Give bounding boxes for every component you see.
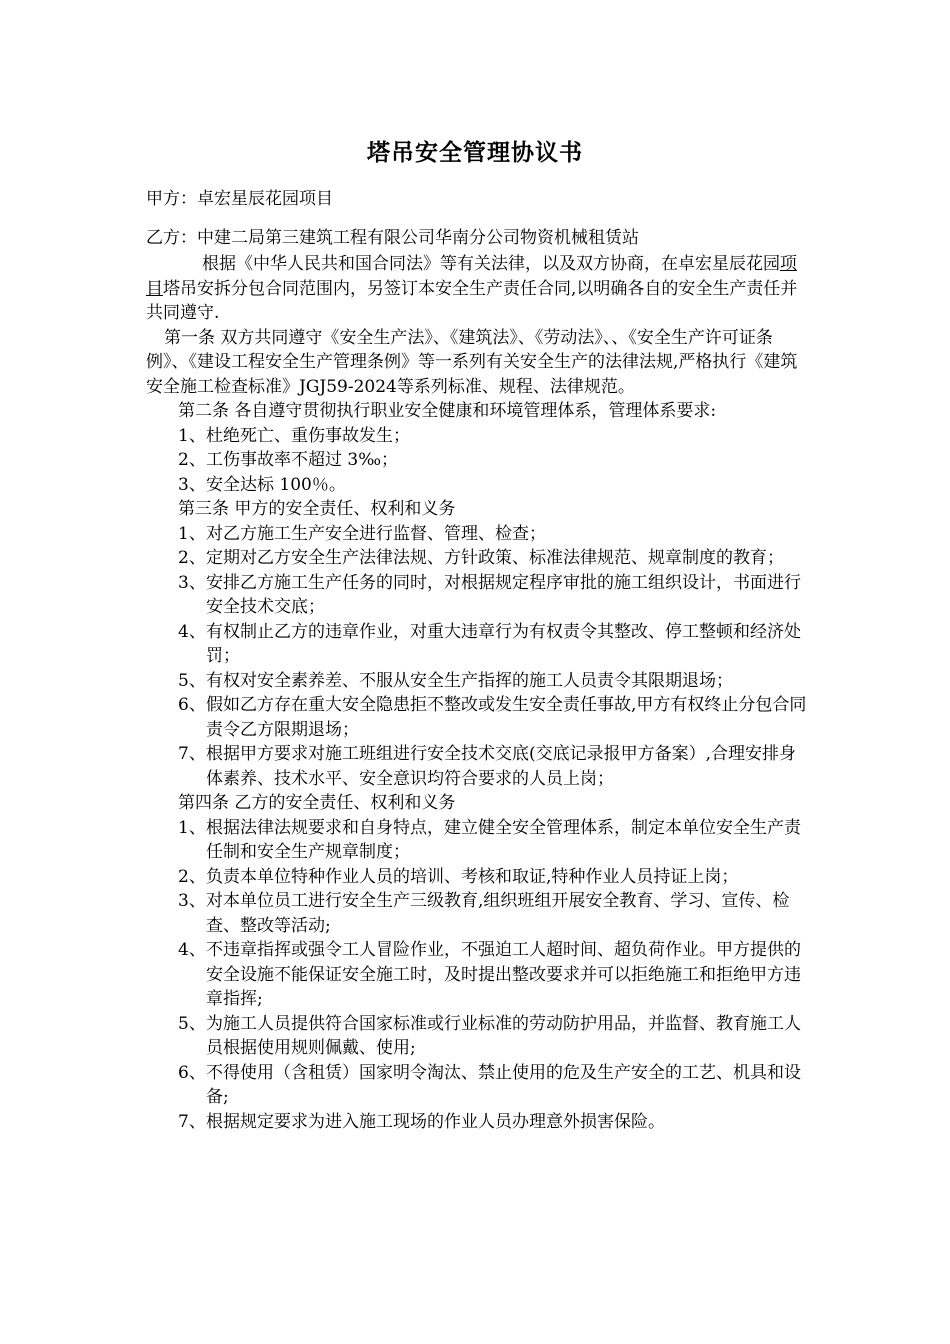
list-item (146, 424, 808, 449)
list-number: 1、 (178, 523, 206, 544)
list-text: 负责本单位特种作业人员的培训、考核和取证,特种作业人员持证上岗； (206, 866, 739, 887)
list-item (146, 473, 808, 498)
list-text: 不得使用（含租赁）国家明令淘汰、禁止使用的危及生产安全的工艺、机具和设备; (206, 1062, 801, 1107)
list-item (146, 938, 808, 1012)
list-text: 对乙方施工生产安全进行监督、管理、检查； (206, 523, 546, 544)
list-number: 1、 (178, 425, 206, 446)
list-text: 定期对乙方安全生产法律法规、方针政策、标准法律规范、规章制度的教育； (206, 548, 784, 568)
list-item (146, 546, 808, 571)
intro-paragraph (146, 252, 808, 326)
list-item (146, 816, 808, 865)
list-item (146, 1061, 808, 1110)
list-number: 3、 (178, 891, 206, 911)
list-text: 对本单位员工进行安全生产三级教育,组织班组开展安全教育、学习、宣传、检查、整改等活动; (206, 891, 790, 936)
list-number: 3、 (178, 572, 206, 593)
list-text: 根据规定要求为进入施工现场的作业人员办理意外损害保险。 (206, 1111, 665, 1132)
article-1: 第一条 双方共同遵守《安全生产法》、《建筑法》、《劳动法》、、《安全生产许可证条例》、《建设工程安全生产管理条例》等一系列有关安全生产的法律法规,严格执行《建筑安全施工检查标准》JGJ59-2024等系列标准、规程、法律规范。 (146, 327, 798, 397)
list-number: 2、 (178, 450, 206, 470)
list-item (146, 1012, 808, 1061)
list-item (146, 865, 808, 890)
article-4-heading: 第四条 乙方的安全责任、权利和义务 (178, 793, 456, 813)
list-item (146, 522, 808, 547)
list-item (146, 889, 808, 938)
list-number: 5、 (178, 670, 206, 691)
list-number: 6、 (178, 695, 206, 715)
list-item (146, 571, 808, 620)
intro-underlined: 项目 (146, 254, 797, 299)
list-text: 假如乙方存在重大安全隐患拒不整改或发生安全责任事故,甲方有权终止分包合同责令乙方限期退场； (206, 695, 807, 740)
list-number: 7、 (178, 744, 206, 764)
list-text: 根据法律法规要求和自身特点，建立健全安全管理体系，制定本单位安全生产责任制和安全生产规章制度； (206, 817, 801, 862)
list-item (146, 448, 808, 473)
list-item (146, 742, 808, 791)
list-number: 6、 (178, 1062, 206, 1083)
list-text: 工伤事故率不超过 3‰； (206, 450, 399, 470)
intro-after: 塔吊安拆分包合同范围内，另签订本安全生产责任合同,以明确各自的安全生产责任并共同遵守. (146, 278, 798, 323)
list-text: 安全达标 100％。 (206, 474, 346, 495)
list-item (146, 693, 808, 742)
list-number: 2、 (178, 548, 206, 568)
list-item (146, 669, 808, 694)
list-text: 安排乙方施工生产任务的同时，对根据规定程序审批的施工组织设计，书面进行安全技术交底； (206, 572, 801, 617)
party-a: 甲方：卓宏星辰花园项目 (146, 189, 333, 209)
list-number: 3、 (178, 474, 206, 495)
list-text: 有权制止乙方的违章作业，对重大违章行为有权责令其整改、停工整顿和经济处罚； (206, 621, 801, 666)
party-b: 乙方：中建二局第三建筑工程有限公司华南分公司物资机械租赁站 (146, 228, 639, 248)
list-number: 1、 (178, 817, 206, 838)
document-title: 塔吊安全管理协议书 (367, 139, 583, 166)
list-text: 不违章指挥或强令工人冒险作业，不强迫工人超时间、超负荷作业。甲方提供的安全设施不能保证安全施工时，及时提出整改要求并可以拒绝施工和拒绝甲方违章指挥; (206, 940, 801, 1009)
list-item (146, 620, 808, 669)
list-number: 2、 (178, 866, 206, 887)
list-text: 为施工人员提供符合国家标准或行业标准的劳动防护用品，并监督、教育施工人员根据使用规则佩戴、使用; (206, 1013, 801, 1058)
list-number: 4、 (178, 621, 206, 642)
list-number: 4、 (178, 940, 206, 960)
list-number: 5、 (178, 1013, 206, 1034)
article-3-heading: 第三条 甲方的安全责任、权利和义务 (178, 499, 456, 519)
document-body (146, 252, 808, 1134)
intro-before: 根据《中华人民共和国合同法》等有关法律，以及双方协商，在卓宏星辰花园 (202, 254, 780, 274)
list-text: 根据甲方要求对施工班组进行安全技术交底(交底记录报甲方备案）,合理安排身体素养、技术水平、安全意识均符合要求的人员上岗； (206, 744, 797, 789)
list-text: 杜绝死亡、重伤事故发生； (206, 425, 410, 446)
list-item (146, 1110, 808, 1135)
article-2-heading: 第二条 各自遵守贯彻执行职业安全健康和环境管理体系，管理体系要求: (178, 401, 717, 421)
list-text: 有权对安全素养差、不服从安全生产指挥的施工人员责令其限期退场； (206, 670, 733, 691)
list-number: 7、 (178, 1111, 206, 1132)
